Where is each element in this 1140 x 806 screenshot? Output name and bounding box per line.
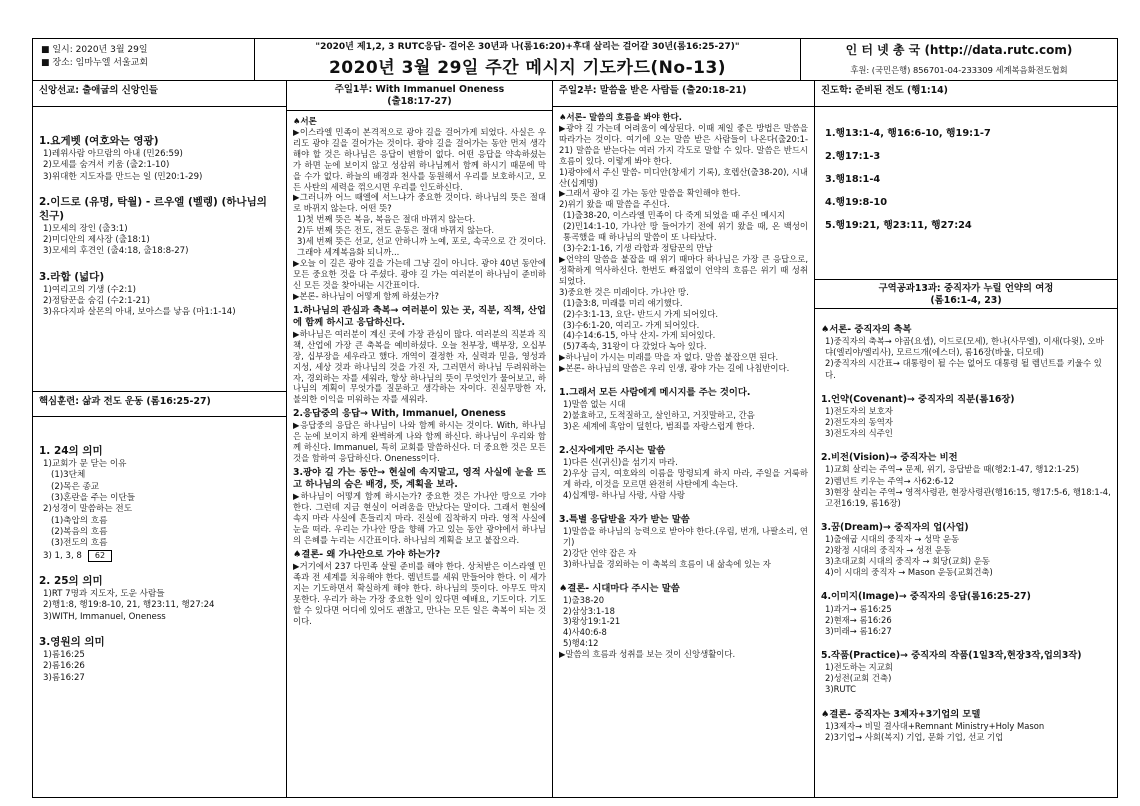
list-item: 2)롬16:26 [43, 661, 85, 672]
paragraph: 3)중요한 것은 미래이다. 가나안 땅. [559, 286, 689, 297]
list-item: 2)왕정 시대의 중직자 → 성전 운동 [825, 545, 952, 556]
section-title: 2.이드로 (유명, 탁월) - 르우엘 (벨렝) (하나님의 친구) [39, 195, 267, 222]
list-item: 1.행13:1-4, 행16:6-10, 행19:1-7 [825, 128, 991, 139]
paragraph: ▶오늘 이 길은 광야 길을 가는데 그냥 길이 아니다. 광야 40년 동안에 모든 중요한 것을 다 주셨다. 광야 길 가는 여러분이 하나님이 준비하신 모든 것을 찾아내는 시간표이다. [293, 257, 546, 290]
list-item: (1)출38-20, 이스라엘 민족이 다 죽게 되었을 때 주신 메시지 [563, 210, 785, 221]
item-list [39, 459, 280, 550]
section-title: 3.라합 (넓다) [39, 270, 105, 283]
list-item: 3)하나님을 경외하는 이 축복의 흐름이 내 삶속에 있는 자 [563, 558, 771, 569]
column-faith-mission [33, 81, 287, 797]
list-item: 2)미디안의 제사장 (출18:1) [43, 234, 150, 245]
section-title: 1.요게벳 (여호와는 영광) [39, 135, 159, 147]
item-list [821, 662, 1111, 695]
list-item: 5.행19:21, 행23:11, 행27:24 [825, 220, 972, 232]
list-item: (5)7족속, 31왕이 다 갔었다 녹아 있다. [563, 341, 707, 352]
item-list [821, 534, 1111, 578]
list-item: 5)행4:12 [563, 638, 599, 649]
item-list [559, 298, 808, 353]
list-item: (2)민14:1-10, 가나안 땅 들어가기 전에 위기 왔을 때, 온 백성이 통곡했을 때 하나님의 말씀이 또 나타났다. [563, 221, 808, 243]
column-heading: 신앙선교: 출애굽의 신앙인들 [33, 81, 286, 107]
page-title: 2020년 3월 29일 주간 메시지 기도카드(No-13) [328, 57, 727, 78]
conclusion-title: ♠결론- 왜 가나안으로 가야 하는가? [293, 548, 441, 560]
list-item: 3)모세의 후견인 (출4:18, 출18:8-27) [43, 246, 189, 257]
point-title: 1.하나님의 관심과 축복→ 여러분이 있는 곳, 직분, 직책, 산업에 함께 하시고 응답하신다. [293, 304, 546, 328]
item-list [559, 457, 808, 501]
paragraph: ▶응답중의 응답은 하나님이 나와 함께 하시는 것이다. With, 하나님은 눈에 보이지 하게 완벽하게 나와 함께 하신다. 하나님이 우리와 함께 하신다. Immanuel, 특히 교회를 말씀하신다. 더 중요한 것은 모든 것을 함하여 응답하신다. Oneness이다. [293, 420, 546, 464]
list-item: 3)유다지파 살몬의 아내, 보아스를 낳음 (마1:1-14) [43, 307, 236, 318]
number-box: 62 [88, 550, 112, 563]
paragraph: ▶그러니까 어느 때엘에 서느냐가 중요한 것이다. 하나님의 뜻은 절대로 바뀌지 않는다. 어떤 뜻? [293, 192, 546, 214]
conclusion-title: ♠결론- 시대마다 주시는 말씀 [559, 582, 680, 594]
list-item: 3)세 번째 뜻은 선교, 선교 안하니까 노예, 포로, 속국으로 간 것이다. 그래야 세계복음화 되니까... [297, 236, 546, 258]
paragraph: ▶거기에서 237 다민족 살릴 준비를 해야 한다. 상처받은 이스라엘 민족과 전 세계를 치유해야 한다. 렘넌트를 세워 만들어야 한다. 이 세가지는 기도하면서 확실하게 해야 한다. 하나님의 뜻이다. 아무도 막지 못한다. 우리가 하는 가장 중요한 일이 있다면 예배요, 기도이다. 기도할 수 있다면 어디에 있어도 괜찮고, 만나는 모든 일은 축복이 되는 것이다. [293, 560, 546, 626]
heading-text: 주일1부: With Immanuel Oneness [334, 84, 505, 95]
list-item: 3)온 세계에 흑암이 덮힌다, 범죄를 자랑스럽게 한다. [563, 421, 755, 432]
intro-title: ♠서론- 말씀의 흐름을 봐야 한다. [559, 112, 682, 122]
list-item: 1)3제자→ 비밀 결사대+Remnant Ministry+Holy Mason [825, 720, 1045, 731]
column-sunday-2 [553, 81, 815, 797]
list-item: 2.행17:1-3 [825, 151, 881, 163]
column-heading [815, 279, 1117, 309]
list-item: 3)RUTC [825, 684, 857, 695]
item-list [39, 650, 280, 684]
point-title: 2.응답중의 응답→ With, Immanuel, Oneness [293, 408, 506, 420]
reference-list [821, 122, 1111, 237]
item-list [39, 589, 280, 623]
list-item: (3)수6:1-20, 여리고- 가게 되어있다. [563, 319, 700, 330]
list-item: 2)정탐꾼을 숨김 (수2:1-21) [43, 295, 150, 306]
list-item: (2)복음의 흐름 [51, 526, 108, 537]
list-item: 3)현장 살리는 주역→ 영적사령관, 현장사령관(행16:15, 행17:5-6, 행18:1-4, 고전16:19, 롬16장) [825, 486, 1111, 508]
paragraph: 2)위기 왔을 때 말씀을 주신다. [559, 199, 670, 210]
column-evangelism [815, 81, 1117, 797]
point-title: 5.작품(Practice)→ 중직자의 작품(1일3작,현장3작,업의3작) [821, 650, 1082, 662]
list-item: (3)전도의 흐름 [51, 538, 108, 549]
section-title: 2. 25의 의미 [39, 575, 103, 588]
list-item: (1)출3:8, 미래를 미리 얘기했다. [563, 297, 683, 308]
conclusion-title: ♠결론- 중직자는 3제자+3기업의 모델 [821, 708, 981, 720]
column-heading: 진도학: 준비된 전도 (행1:14) [815, 81, 1117, 107]
column-heading: 주일2부: 말씀을 받은 사람들 (출20:18-21) [553, 81, 814, 107]
point-title: 1.언약(Covenant)→ 중직자의 직분(롬16장) [821, 393, 1015, 405]
section-title: 1. 24의 의미 [39, 445, 103, 457]
point-title: 1.그래서 모든 사람에게 메시지를 주는 것이다. [559, 387, 751, 399]
list-item: (1)축압의 흐름 [51, 515, 108, 526]
section-title: 3.영원의 의미 [39, 636, 105, 649]
list-item: 1)전도하는 지교회 [825, 662, 893, 673]
paragraph: ▶하나님이 어떻게 함께 하시는가? 중요한 것은 가나안 땅으로 가야 한다. 그런데 지금 현실이 어려움을 만났다는 말이다. 그래서 현실에 속지 마라 사실에 흔들리지 마라. 진실에 집착하지 마라. 영적 사실에 눈을 떠라. 우리는 가나안 땅을 향해 가고 있는 동안 광야에서 하나님의 은혜를 누리는 시간표이다. 하나님의 계획을 보고 붙잡으라. [293, 491, 546, 545]
list-item: 1)모세의 장인 (출3:1) [43, 223, 128, 234]
bank-text: 후원: (국민은행) 856701-04-233309 세계복음화전도협회 [850, 64, 1068, 75]
heading-text: 구역공과13과: 중직자가 누릴 언약의 여정 [878, 283, 1054, 294]
list-item: 1)중직자의 축복→ 야곱(요셉), 이드로(모세), 한나(사무엘), 이새(다윗), 오바댜(엘리야/엘리사), 모르드개(에스더), 롬16장(바울, 디모데) [825, 336, 1104, 358]
column-sunday-1 [287, 81, 553, 797]
list-item: 2)강단 언약 잡은 자 [563, 547, 637, 558]
item-list [821, 406, 1111, 439]
list-item: 1)전도자의 보호자 [825, 405, 893, 416]
list-item: (1)3단체 [51, 470, 86, 481]
card-header [33, 39, 1117, 81]
item-list [821, 464, 1111, 508]
list-item: 2)성전(교회 건축) [825, 673, 892, 684]
item-list [821, 604, 1111, 637]
paragraph: ▶하나님은 여러분이 계신 곳에 가장 관심이 많다. 여러분의 직분과 직책, 산업에 가장 큰 축복을 예비하셨다. 오늘 천부장, 백부장, 오십부장, 십부장을 세우라고 했다. 개역이 결정한 자, 실력과 믿음, 영성과 지성, 세상 것과 하나님의 것을 가진 자, 그러면서 하나님 두려워하는 자, 경외하는 자를 세워라, 항상 하나님의 뜻이 무엇인가 물어보고, 하나님의 계획이 무엇가를 질문하고 생각하는 자이다. 진실무망한 자, 불의한 이익을 미워하는 자를 세워라. [293, 328, 546, 405]
paragraph: ▶언약의 말씀을 붙잡을 때 위기 때마다 하나님은 가장 큰 응답으로, 정확하게 역사하신다. 한번도 빠짐없이 언약의 흐름은 위기 때 성취되었다. [559, 253, 808, 286]
list-item: 1)과거→ 롬16:25 [825, 603, 892, 614]
list-item: 3)초대교회 시대의 중직자 → 회당(교회) 운동 [825, 556, 990, 567]
column-heading: 핵심훈련: 삶과 전도 운동 (롬16:25-27) [33, 391, 286, 417]
list-item: 1)RT 7명과 지도자, 도운 사람들 [43, 589, 165, 600]
list-item: 2)전도자의 동역자 [825, 417, 893, 427]
list-item: 3)롬16:27 [43, 672, 85, 683]
list-item: 2)중직자의 시간표→ 대통령이 될 수는 없어도 대통령 될 렘넌트를 키울수 있다. [825, 358, 1102, 380]
point-title: 2.비전(Vision)→ 중직자는 비전 [821, 452, 958, 464]
list-item: 1)교회가 문 닫는 이유 [43, 458, 127, 469]
paragraph: ▶본론- 하나님의 말씀은 우리 인생, 광야 가는 길에 나침반이다. [559, 363, 790, 374]
list-item: (3)혼란을 주는 이단들 [51, 492, 136, 503]
item-list [39, 224, 280, 258]
list-item: 2)현재→ 롬16:26 [825, 614, 892, 625]
paragraph: ▶하나님이 가시는 미래를 막을 자 없다. 말씀 붙잡으면 된다. [559, 352, 779, 363]
item-list [559, 526, 808, 570]
paragraph: 1)광야에서 주신 말씀- 미디안(창세기 기록), 호렙산(출38-20), 시내산(십계명) [559, 166, 808, 188]
list-item: 3)미래→ 롬16:27 [825, 625, 892, 636]
prayer-card [32, 38, 1118, 798]
list-item: 3) 1, 3, 8 62 [39, 550, 280, 563]
header-meta [33, 39, 255, 81]
list-item: (2)목은 종교 [51, 481, 100, 492]
paragraph: ▶그래서 광야 길 가는 동안 말씀을 확인해야 한다. [559, 188, 741, 199]
list-item: 1)출애굽 시대의 중직자 → 성막 운동 [825, 534, 960, 545]
list-item: 2)성경이 말씀하는 전도 [43, 504, 132, 515]
paragraph: ▶본론- 하나님이 어떻게 함께 하셨는가? [293, 290, 439, 301]
item-list [39, 149, 280, 183]
list-item: 3)위대한 지도자를 만드는 일 (민20:1-29) [43, 171, 203, 182]
point-title: 3.꿈(Dream)→ 중직자의 업(사업) [821, 521, 969, 533]
point-title: 3.광야 길 가는 동안→ 현실에 속지말고, 영적 사실에 눈을 뜨고 하나님의 숨은 배경, 뜻, 계획을 보라. [293, 467, 546, 491]
list-item: (4)수14:6-15, 아낙 산지- 가게 되어있다. [563, 330, 716, 341]
list-item: 2)우상 금지, 여호와의 이름을 망령되게 하지 마라, 주일을 거룩하게 하라, 이것을 모르면 완전히 사탄에게 속는다. [563, 467, 808, 489]
point-title: 3.특별 응답받을 자가 받는 말씀 [559, 513, 690, 525]
heading-ref: (출18:17-27) [387, 95, 452, 107]
list-item: 2)행1:8, 행19:8-10, 21, 행23:11, 행27:24 [43, 600, 215, 611]
place-text: ■ 장소: 임마누엘 서울교회 [41, 58, 149, 69]
list-item: (3)수2:1-16, 기생 라합과 정탐꾼의 만남 [563, 243, 713, 254]
paragraph: ▶광야 길 가는데 어려움이 예상된다. 이때 제일 좋은 방법은 말씀을 따라가는 것이다. 여기에 오는 말씀 받은 사람들이 나온다(출20:1-21) 말씀을 받는다는 여러 가지 각도로 말할 수 있다. 말씀은 반드시 흐름이 있다. 이렇게 봐야 한다. [559, 122, 808, 166]
list-item: 4)사40:6-8 [563, 627, 607, 638]
item-list [821, 336, 1111, 380]
list-item: 2)불효하고, 도적질하고, 살인하고, 거짓말하고, 간음 [563, 410, 755, 421]
item-list [39, 285, 280, 319]
list-item: 2)두 번째 뜻은 전도, 전도 운동은 절대 바뀌지 않는다. [297, 225, 495, 236]
item-list [559, 595, 808, 650]
list-item: 1)말씀을 하나님의 능력으로 받아야 한다.(우림, 번개, 나팔소리, 연기) [563, 525, 808, 547]
list-item: 4)십계명- 하나님 사랑, 사람 사랑 [563, 489, 686, 500]
item-list [293, 214, 546, 258]
list-item: 2)렘넌트 키우는 주역→ 사62:6-12 [825, 475, 954, 486]
item-list [559, 399, 808, 432]
heading-ref: (롬16:1-4, 23) [930, 294, 1002, 306]
list-item: 3)왕상19:1-21 [563, 616, 621, 627]
list-item: 1)레위사람 아므람의 아내 (민26:59) [43, 148, 183, 159]
column-heading [287, 81, 552, 111]
intro-title: ♠서론 [293, 116, 317, 126]
site-text: 인 터 넷 총 국 (http://data.rutc.com) [845, 43, 1073, 57]
list-item: 1)다른 신(귀신)을 섬기지 마라. [563, 457, 678, 468]
list-item: 2)삼상3:1-18 [563, 605, 615, 616]
list-item: (2)수3:1-13, 요단- 반드시 가게 되어있다. [563, 308, 719, 319]
header-title-block [255, 39, 801, 81]
header-theme: "2020년 제1,2, 3 RUTC응답- 걸어온 30년과 나(롬16:20)+후대 살리는 걸어갈 30년(롬16:25-27)" [315, 42, 740, 52]
list-item: 1)롬16:25 [43, 649, 85, 660]
list-item: 2)3기업→ 사회(복지) 기업, 문화 기업, 선교 기업 [825, 731, 1004, 742]
list-item: 1)교회 살리는 주역→ 문제, 위기, 응답받을 때(행2:1-47, 행12:1-25) [825, 464, 1080, 475]
list-item: 2)모세를 숨겨서 키움 (출2:1-10) [43, 160, 170, 171]
list-item: 3)WITH, Immanuel, Oneness [43, 611, 166, 622]
paragraph: ▶말씀의 흐름과 성취를 보는 것이 신앙생활이다. [559, 649, 736, 660]
list-item: 4.행19:8-10 [825, 197, 888, 209]
list-item: 1)여리고의 기생 (수2:1) [43, 284, 136, 295]
list-item: 3)전도자의 식주인 [825, 428, 893, 439]
paragraph: ▶이스라엘 민족이 본격적으로 광야 길을 걸어가게 되었다. 사실은 우리도 광야 길을 걸어가는 것이다. 광야 길을 걸어가는 동안 먼저 생각해야 할 것은 하나님은 응답이 변함이 없다. 어떤 응답을 약속하셨는가 하면 눈에 보이지 않고 성삼위 하나님께서 함께 하시기 때문에 막을 수가 없다. 하늘의 배경과 천사를 동원해서 우리를 보호하시고, 모든 사탄의 세력을 꺾으시면 우리를 인도하신다. [293, 126, 546, 192]
item-list [821, 721, 1111, 743]
list-item: 4)이 시대의 중직자 → Mason 운동(교회건축) [825, 567, 993, 578]
list-item: 1)출38-20 [563, 594, 605, 605]
list-item: 1)말씀 없는 시대 [563, 399, 626, 410]
date-text: ■ 일시: 2020년 3월 29일 [41, 45, 148, 55]
header-contact [801, 39, 1117, 81]
point-title: 4.이미지(Image)→ 중직자의 응답(롬16:25-27) [821, 591, 1031, 603]
list-item: 3.행18:1-4 [825, 174, 881, 186]
list-item: 1)첫 번째 뜻은 복음, 복음은 절대 바뀌지 않는다. [297, 214, 476, 225]
intro-title: ♠서론- 중직자의 축복 [821, 324, 912, 335]
point-title: 2.신자에게만 주시는 말씀 [559, 444, 666, 456]
